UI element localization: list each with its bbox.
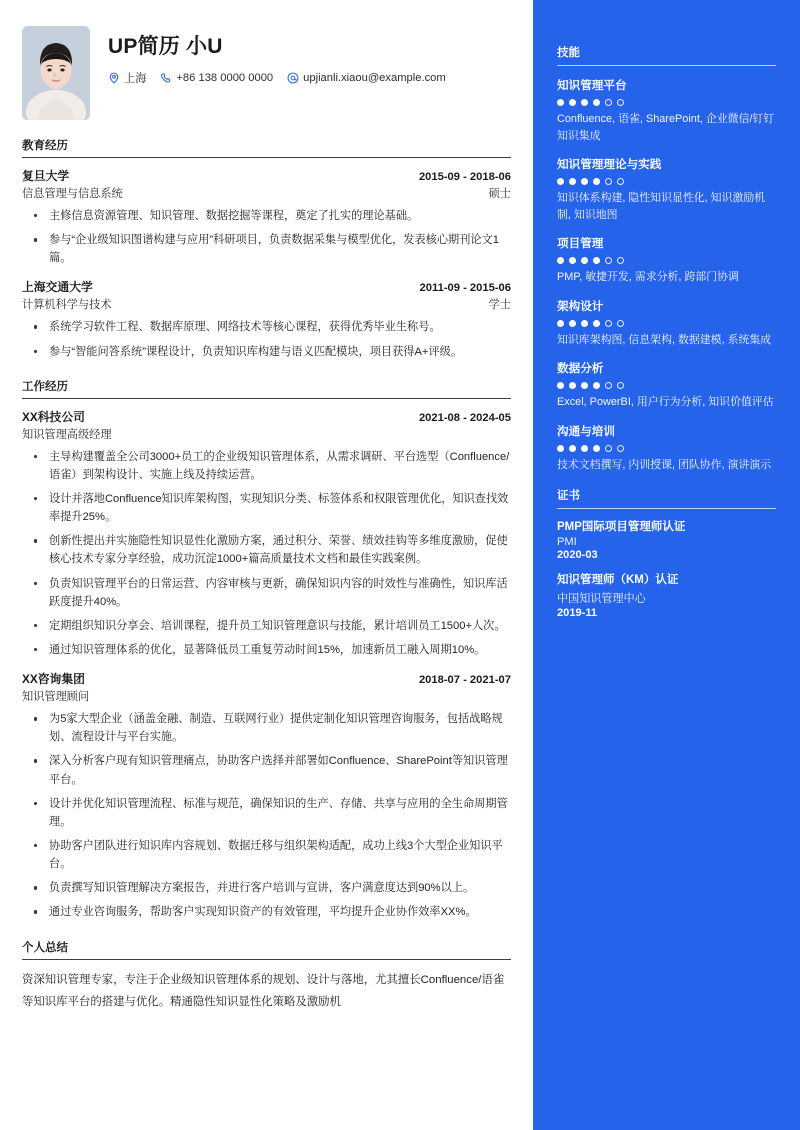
entry-second-row bbox=[22, 426, 511, 442]
certificate-issuer: PMI bbox=[557, 536, 577, 549]
skill-description: PMP, 敏捷开发, 需求分析, 跨部门协调 bbox=[557, 271, 739, 284]
bullet-item: 创新性提出并实施隐性知识显性化激励方案，通过积分、荣誉、绩效挂钩等多维度激励，促使核心技术专家分享经验，成功沉淀1000+篇高质量技术文档和最佳实践案例。 bbox=[22, 532, 511, 568]
contact-email-value: upjianli.xiaou@example.com bbox=[303, 72, 446, 85]
certificate-date: 2019-11 bbox=[557, 606, 598, 619]
major: 计算机科学与技术 bbox=[22, 299, 112, 312]
education-entry-list bbox=[22, 167, 511, 361]
skill-name: 数据分析 bbox=[557, 362, 604, 376]
certificates-section bbox=[557, 487, 776, 619]
bullet-item: 主导构建覆盖全公司3000+员工的企业级知识管理体系，从需求调研、平台选型（Confluence/语雀）到架构设计、实施上线及持续运营。 bbox=[22, 448, 511, 484]
education-date: 2011-09 - 2015-06 bbox=[419, 282, 511, 295]
job-title: 知识管理顾问 bbox=[22, 691, 90, 704]
skill-name: 知识管理平台 bbox=[557, 79, 627, 92]
skill-description: 知识库架构图, 信息架构, 数据建模, 系统集成 bbox=[557, 333, 772, 346]
bullet-item: 通过知识管理体系的优化，显著降低员工重复劳动时间15%，加速新员工融入周期10%。 bbox=[22, 641, 511, 659]
skill-name: 知识管理理论与实践 bbox=[557, 158, 662, 172]
skill-level-dot bbox=[581, 320, 588, 327]
phone-icon bbox=[160, 72, 172, 84]
degree: 学士 bbox=[488, 299, 511, 312]
skill-level-dot bbox=[605, 445, 612, 452]
skill-item bbox=[557, 235, 776, 286]
education-section bbox=[22, 137, 511, 361]
skill-level-dot bbox=[557, 445, 564, 452]
skill-level-dot bbox=[569, 178, 576, 185]
skill-level-dot bbox=[593, 320, 600, 327]
skill-level-dot bbox=[605, 99, 612, 106]
bullet-item: 系统学习软件工程、数据库原理、网络技术等核心课程，获得优秀毕业生称号。 bbox=[22, 318, 511, 336]
skill-level-dot bbox=[557, 257, 564, 264]
section-divider bbox=[22, 959, 511, 960]
skill-level-dot bbox=[593, 99, 600, 106]
bullet-item: 设计并优化知识管理流程、标准与规范，确保知识的生产、存储、共享与应用的全生命周期管理。 bbox=[22, 795, 511, 831]
sidebar-divider bbox=[557, 65, 776, 66]
bullet-item: 通过专业咨询服务，帮助客户实现知识资产的有效管理，平均提升企业协作效率XX%。 bbox=[22, 903, 511, 921]
contact-location-value: 上海 bbox=[124, 73, 147, 86]
skill-description: Confluence, 语雀, SharePoint, 企业微信/钉钉知识集成 bbox=[557, 113, 775, 142]
skill-level-dot bbox=[593, 257, 600, 264]
certificate-list bbox=[557, 520, 776, 619]
bullet-item: 设计并落地Confluence知识库架构图，实现知识分类、标签体系和权限管理优化，知识查找效率提升25%。 bbox=[22, 490, 511, 526]
entry-second-row bbox=[22, 296, 511, 312]
contact-phone-value: +86 138 0000 0000 bbox=[176, 72, 274, 85]
summary-section-title: 个人总结 bbox=[22, 941, 68, 954]
entry-top-row bbox=[22, 278, 511, 295]
skill-level-dot bbox=[593, 382, 600, 389]
skill-level-dot bbox=[581, 99, 588, 106]
bullet-item: 负责知识管理平台的日常运营、内容审核与更新，确保知识内容的时效性与准确性，知识库活跃度提升40%。 bbox=[22, 575, 511, 611]
avatar bbox=[22, 26, 90, 120]
bullet-item: 主修信息资源管理、知识管理、数据挖掘等课程，奠定了扎实的理论基础。 bbox=[22, 207, 511, 225]
certificate-issuer: 中国知识管理中心 bbox=[557, 592, 646, 605]
section-divider bbox=[22, 157, 511, 158]
skill-level-dot bbox=[593, 178, 600, 185]
work-date: 2021-08 - 2024-05 bbox=[418, 411, 511, 424]
bullet-item: 参与“智能问答系统”课程设计，负责知识库构建与语义匹配模块，项目获得A+评级。 bbox=[22, 343, 511, 361]
skill-description: 知识体系构建, 隐性知识显性化, 知识激励机制, 知识地图 bbox=[557, 192, 766, 221]
section-divider bbox=[22, 398, 511, 399]
skill-level-rating bbox=[557, 382, 776, 389]
contact-phone bbox=[160, 72, 273, 84]
skill-level-dot bbox=[605, 382, 612, 389]
bullet-item: 为5家大型企业（涵盖金融、制造、互联网行业）提供定制化知识管理咨询服务，包括战略规划、流程设计与平台实施。 bbox=[22, 710, 511, 746]
skill-level-dot bbox=[557, 99, 564, 106]
person-name: UP简历 小U bbox=[108, 35, 223, 58]
skill-level-dot bbox=[569, 382, 576, 389]
skill-level-dot bbox=[581, 178, 588, 185]
skill-level-dot bbox=[605, 320, 612, 327]
company-name: XX科技公司 bbox=[22, 409, 85, 424]
skill-level-dot bbox=[569, 99, 576, 106]
bullet-item: 负责撰写知识管理解决方案报告，并进行客户培训与宣讲，客户满意度达到90%以上。 bbox=[22, 879, 511, 897]
skill-name: 项目管理 bbox=[557, 237, 604, 251]
work-entry bbox=[22, 408, 511, 659]
education-entry bbox=[22, 167, 511, 267]
bullet-item: 定期组织知识分享会、培训课程，提升员工知识管理意识与技能，累计培训员工1500+人次。 bbox=[22, 617, 511, 635]
skill-name: 沟通与培训 bbox=[557, 424, 615, 438]
skill-level-dot bbox=[605, 178, 612, 185]
certificate-name: PMP国际项目管理师认证 bbox=[557, 520, 686, 533]
education-entry bbox=[22, 278, 511, 360]
sidebar-divider bbox=[557, 508, 776, 509]
job-title: 知识管理高级经理 bbox=[22, 428, 112, 441]
certificate-item bbox=[557, 573, 776, 619]
skill-level-rating bbox=[557, 445, 776, 452]
skill-level-dot bbox=[569, 320, 576, 327]
skill-level-dot bbox=[617, 382, 624, 389]
skill-level-dot bbox=[593, 445, 600, 452]
skill-description: 技术文档撰写, 内训授课, 团队协作, 演讲演示 bbox=[557, 458, 772, 471]
skill-level-dot bbox=[581, 382, 588, 389]
skill-level-dot bbox=[617, 99, 624, 106]
skill-level-rating bbox=[557, 320, 776, 327]
company-name: XX咨询集团 bbox=[22, 672, 85, 687]
work-section bbox=[22, 378, 511, 922]
school-name: 复旦大学 bbox=[22, 169, 70, 183]
skill-name: 架构设计 bbox=[557, 299, 604, 313]
entry-second-row bbox=[22, 185, 511, 201]
education-date: 2015-09 - 2018-06 bbox=[418, 171, 511, 183]
entry-second-row bbox=[22, 688, 511, 704]
certificate-item bbox=[557, 520, 776, 562]
resume-header bbox=[22, 22, 511, 120]
email-at-icon bbox=[287, 72, 299, 84]
entry-top-row bbox=[22, 167, 511, 184]
school-name: 上海交通大学 bbox=[22, 280, 93, 295]
certificate-date: 2020-03 bbox=[557, 549, 598, 562]
certificates-section-title: 证书 bbox=[557, 489, 580, 502]
skill-list bbox=[557, 77, 776, 474]
work-section-title: 工作经历 bbox=[22, 380, 68, 393]
skill-level-dot bbox=[617, 320, 624, 327]
skill-item bbox=[557, 298, 776, 349]
bullet-list bbox=[22, 207, 511, 267]
skill-item bbox=[557, 423, 776, 474]
skill-item bbox=[557, 360, 776, 411]
header-text bbox=[108, 26, 511, 86]
major: 信息管理与信息系统 bbox=[22, 188, 123, 200]
contact-list bbox=[108, 70, 511, 86]
skill-level-rating bbox=[557, 99, 776, 106]
skill-level-dot bbox=[569, 445, 576, 452]
education-section-title: 教育经历 bbox=[22, 140, 68, 152]
entry-top-row bbox=[22, 670, 511, 687]
skill-level-dot bbox=[605, 257, 612, 264]
work-entry bbox=[22, 670, 511, 921]
bullet-item: 深入分析客户现有知识管理痛点，协助客户选择并部署如Confluence、SharePoint等知识管理平台。 bbox=[22, 752, 511, 788]
contact-email bbox=[287, 72, 446, 84]
skill-level-rating bbox=[557, 178, 776, 185]
skill-item bbox=[557, 77, 776, 144]
skill-level-dot bbox=[557, 382, 564, 389]
skill-level-dot bbox=[569, 257, 576, 264]
summary-section bbox=[22, 939, 511, 1013]
certificate-name: 知识管理师（KM）认证 bbox=[557, 574, 679, 587]
skill-level-dot bbox=[557, 178, 564, 185]
sidebar bbox=[533, 0, 800, 1130]
work-date: 2018-07 - 2021-07 bbox=[418, 674, 511, 687]
skill-level-rating bbox=[557, 257, 776, 264]
skill-description: Excel, PowerBI, 用户行为分析, 知识价值评估 bbox=[557, 396, 774, 409]
bullet-list bbox=[22, 710, 511, 921]
location-pin-icon bbox=[108, 72, 120, 84]
skill-level-dot bbox=[617, 257, 624, 264]
degree: 硕士 bbox=[488, 188, 511, 200]
bullet-item: 协助客户团队进行知识库内容规划、数据迁移与组织架构适配，成功上线3个大型企业知识平台。 bbox=[22, 837, 511, 873]
entry-top-row bbox=[22, 408, 511, 425]
skills-section-title: 技能 bbox=[557, 47, 580, 59]
skill-item bbox=[557, 156, 776, 223]
contact-location bbox=[108, 70, 146, 86]
bullet-item: 参与“企业级知识图谱构建与应用”科研项目，负责数据采集与模型优化，发表核心期刊论文1篇。 bbox=[22, 231, 511, 267]
skill-level-dot bbox=[617, 445, 624, 452]
bullet-list bbox=[22, 318, 511, 360]
summary-text: 资深知识管理专家，专注于企业级知识管理体系的规划、设计与落地，尤其擅长Confluence/语雀等知识库平台的搭建与优化。精通隐性知识显性化策略及激励机 bbox=[22, 973, 505, 1008]
work-entry-list bbox=[22, 408, 511, 922]
skill-level-dot bbox=[581, 257, 588, 264]
skill-level-dot bbox=[581, 445, 588, 452]
skills-section bbox=[557, 44, 776, 474]
bullet-list bbox=[22, 448, 511, 659]
skill-level-dot bbox=[557, 320, 564, 327]
skill-level-dot bbox=[617, 178, 624, 185]
